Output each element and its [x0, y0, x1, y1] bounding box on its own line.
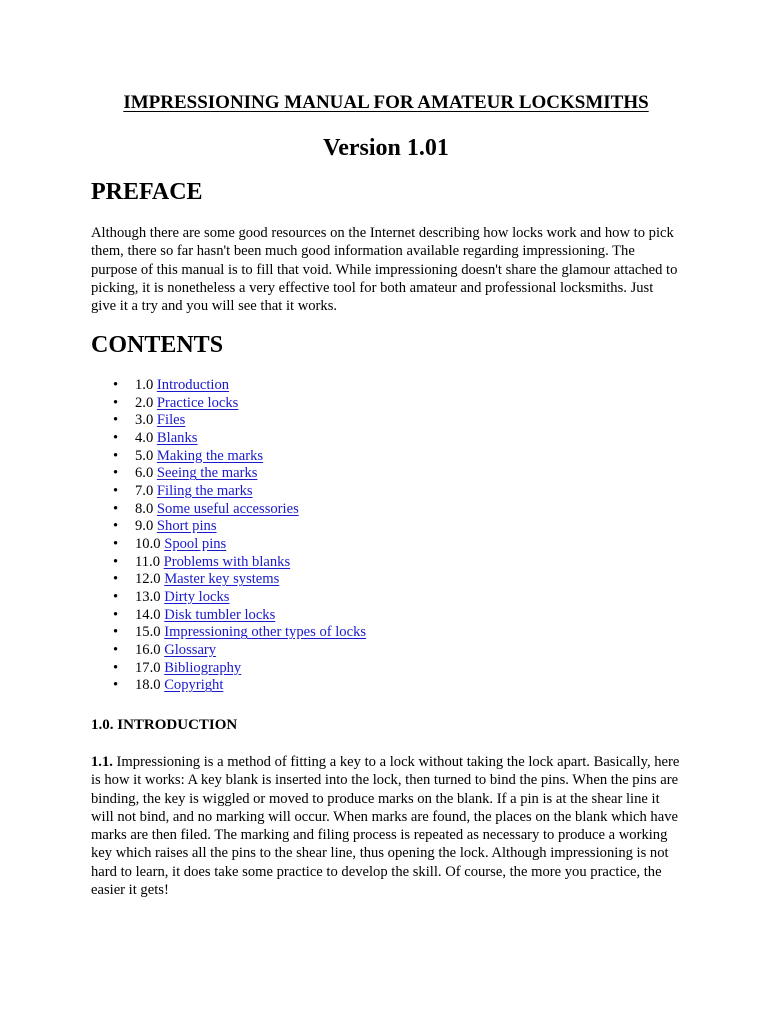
bullet-icon: •: [113, 571, 119, 588]
toc-item-number: 15.0: [135, 624, 161, 641]
toc-link[interactable]: Practice locks: [156, 394, 239, 411]
toc-item: [91, 624, 366, 642]
toc-item-number: 11.0: [135, 553, 160, 570]
toc-item-number: 3.0: [135, 412, 154, 429]
toc-item-number: 4.0: [135, 430, 154, 447]
introduction-heading: 1.0. INTRODUCTION: [91, 717, 238, 733]
toc-item-number: 14.0: [135, 606, 161, 623]
toc-link[interactable]: Seeing the marks: [156, 465, 258, 482]
bullet-icon: •: [113, 465, 119, 482]
toc-item: [91, 660, 366, 678]
bullet-icon: •: [113, 430, 119, 447]
toc-item-number: 5.0: [135, 447, 154, 464]
toc-item: [91, 430, 366, 448]
bullet-icon: •: [113, 536, 119, 553]
toc-link[interactable]: Master key systems: [164, 571, 280, 588]
toc-link[interactable]: Short pins: [156, 518, 217, 535]
bullet-icon: •: [113, 677, 119, 694]
toc-item-number: 2.0: [135, 394, 154, 411]
toc-link[interactable]: Some useful accessories: [156, 500, 299, 517]
toc-item-number: 6.0: [135, 465, 154, 482]
bullet-icon: •: [113, 394, 119, 411]
toc-link[interactable]: Filing the marks: [156, 483, 253, 500]
toc-item: [91, 589, 366, 607]
document-title: IMPRESSIONING MANUAL FOR AMATEUR LOCKSMITHS: [123, 92, 649, 113]
toc-item-number: 12.0: [135, 571, 161, 588]
toc-link[interactable]: Glossary: [164, 642, 217, 659]
bullet-icon: •: [113, 553, 119, 570]
bullet-icon: •: [113, 589, 119, 606]
toc-item: [91, 536, 366, 554]
toc-link[interactable]: Blanks: [156, 430, 198, 447]
toc-item: [91, 518, 366, 536]
toc-item: [91, 412, 366, 430]
toc-item-number: 17.0: [135, 659, 161, 676]
toc-item-number: 18.0: [135, 677, 161, 694]
toc-item-number: 16.0: [135, 642, 161, 659]
toc-link[interactable]: Impressioning other types of locks: [164, 624, 367, 641]
toc-item: [91, 377, 366, 395]
toc-item-number: 8.0: [135, 500, 154, 517]
toc-link[interactable]: Dirty locks: [164, 589, 230, 606]
document-version: Version 1.01: [323, 135, 449, 161]
toc-item: [91, 554, 366, 572]
table-of-contents: [91, 377, 366, 695]
bullet-icon: •: [113, 500, 119, 517]
toc-item: [91, 483, 366, 501]
toc-link[interactable]: Spool pins: [164, 536, 227, 553]
toc-item-number: 9.0: [135, 518, 154, 535]
toc-item: [91, 465, 366, 483]
bullet-icon: •: [113, 642, 119, 659]
toc-link[interactable]: Introduction: [156, 377, 230, 393]
toc-item-number: 10.0: [135, 536, 161, 553]
toc-link[interactable]: Making the marks: [156, 447, 264, 464]
toc-link[interactable]: Disk tumbler locks: [164, 606, 276, 623]
toc-item: [91, 395, 366, 413]
bullet-icon: •: [113, 483, 119, 500]
toc-item-number: 7.0: [135, 483, 154, 500]
toc-link[interactable]: Problems with blanks: [163, 553, 291, 570]
toc-item-number: 1.0: [135, 377, 154, 393]
toc-link[interactable]: Bibliography: [164, 659, 242, 676]
toc-item: [91, 571, 366, 589]
contents-heading: CONTENTS: [91, 332, 224, 358]
preface-heading: PREFACE: [91, 179, 203, 205]
bullet-icon: •: [113, 447, 119, 464]
bullet-icon: •: [113, 377, 119, 393]
bullet-icon: •: [113, 518, 119, 535]
toc-item: [91, 448, 366, 466]
toc-item: [91, 642, 366, 660]
toc-item: [91, 501, 366, 519]
bullet-icon: •: [113, 606, 119, 623]
paragraph-number: 1.1.: [91, 754, 113, 770]
toc-link[interactable]: Copyright: [164, 677, 224, 694]
bullet-icon: •: [113, 412, 119, 429]
toc-item-number: 13.0: [135, 589, 161, 606]
preface-paragraph: Although there are some good resources on the Internet describing how locks work and how to pick them, there so far hasn't been much good information available regarding impressioning. The purpose of this manual is to fill that void. While impressioning doesn't share the glamour attached to picking, it is nonetheless a very effective tool for both amateur and professional locksmiths. Just give it a try and you will see that it works.: [91, 225, 678, 315]
toc-item: [91, 677, 366, 695]
toc-link[interactable]: Files: [156, 412, 186, 429]
introduction-paragraph: [91, 753, 681, 899]
bullet-icon: •: [113, 624, 119, 641]
bullet-icon: •: [113, 659, 119, 676]
introduction-text: Impressioning is a method of fitting a key to a lock without taking the lock apart. Basically, here is how it works: A key blank is inserted into the lock, then turned to bind the pins. When the pins are binding, the key is wiggled or moved to produce marks on the blank. If a pin is at the shear line it will not bind, and no marking will occur. When marks are found, the places on the blank which have marks are then filed. The marking and filing process is repeated as necessary to produce a working key which raises all the pins to the shear line, thus opening the lock. Although impressioning is not hard to learn, it does take some practice to develop the skill. Of course, the more you practice, the easier it gets!: [91, 754, 680, 899]
toc-item: [91, 607, 366, 625]
